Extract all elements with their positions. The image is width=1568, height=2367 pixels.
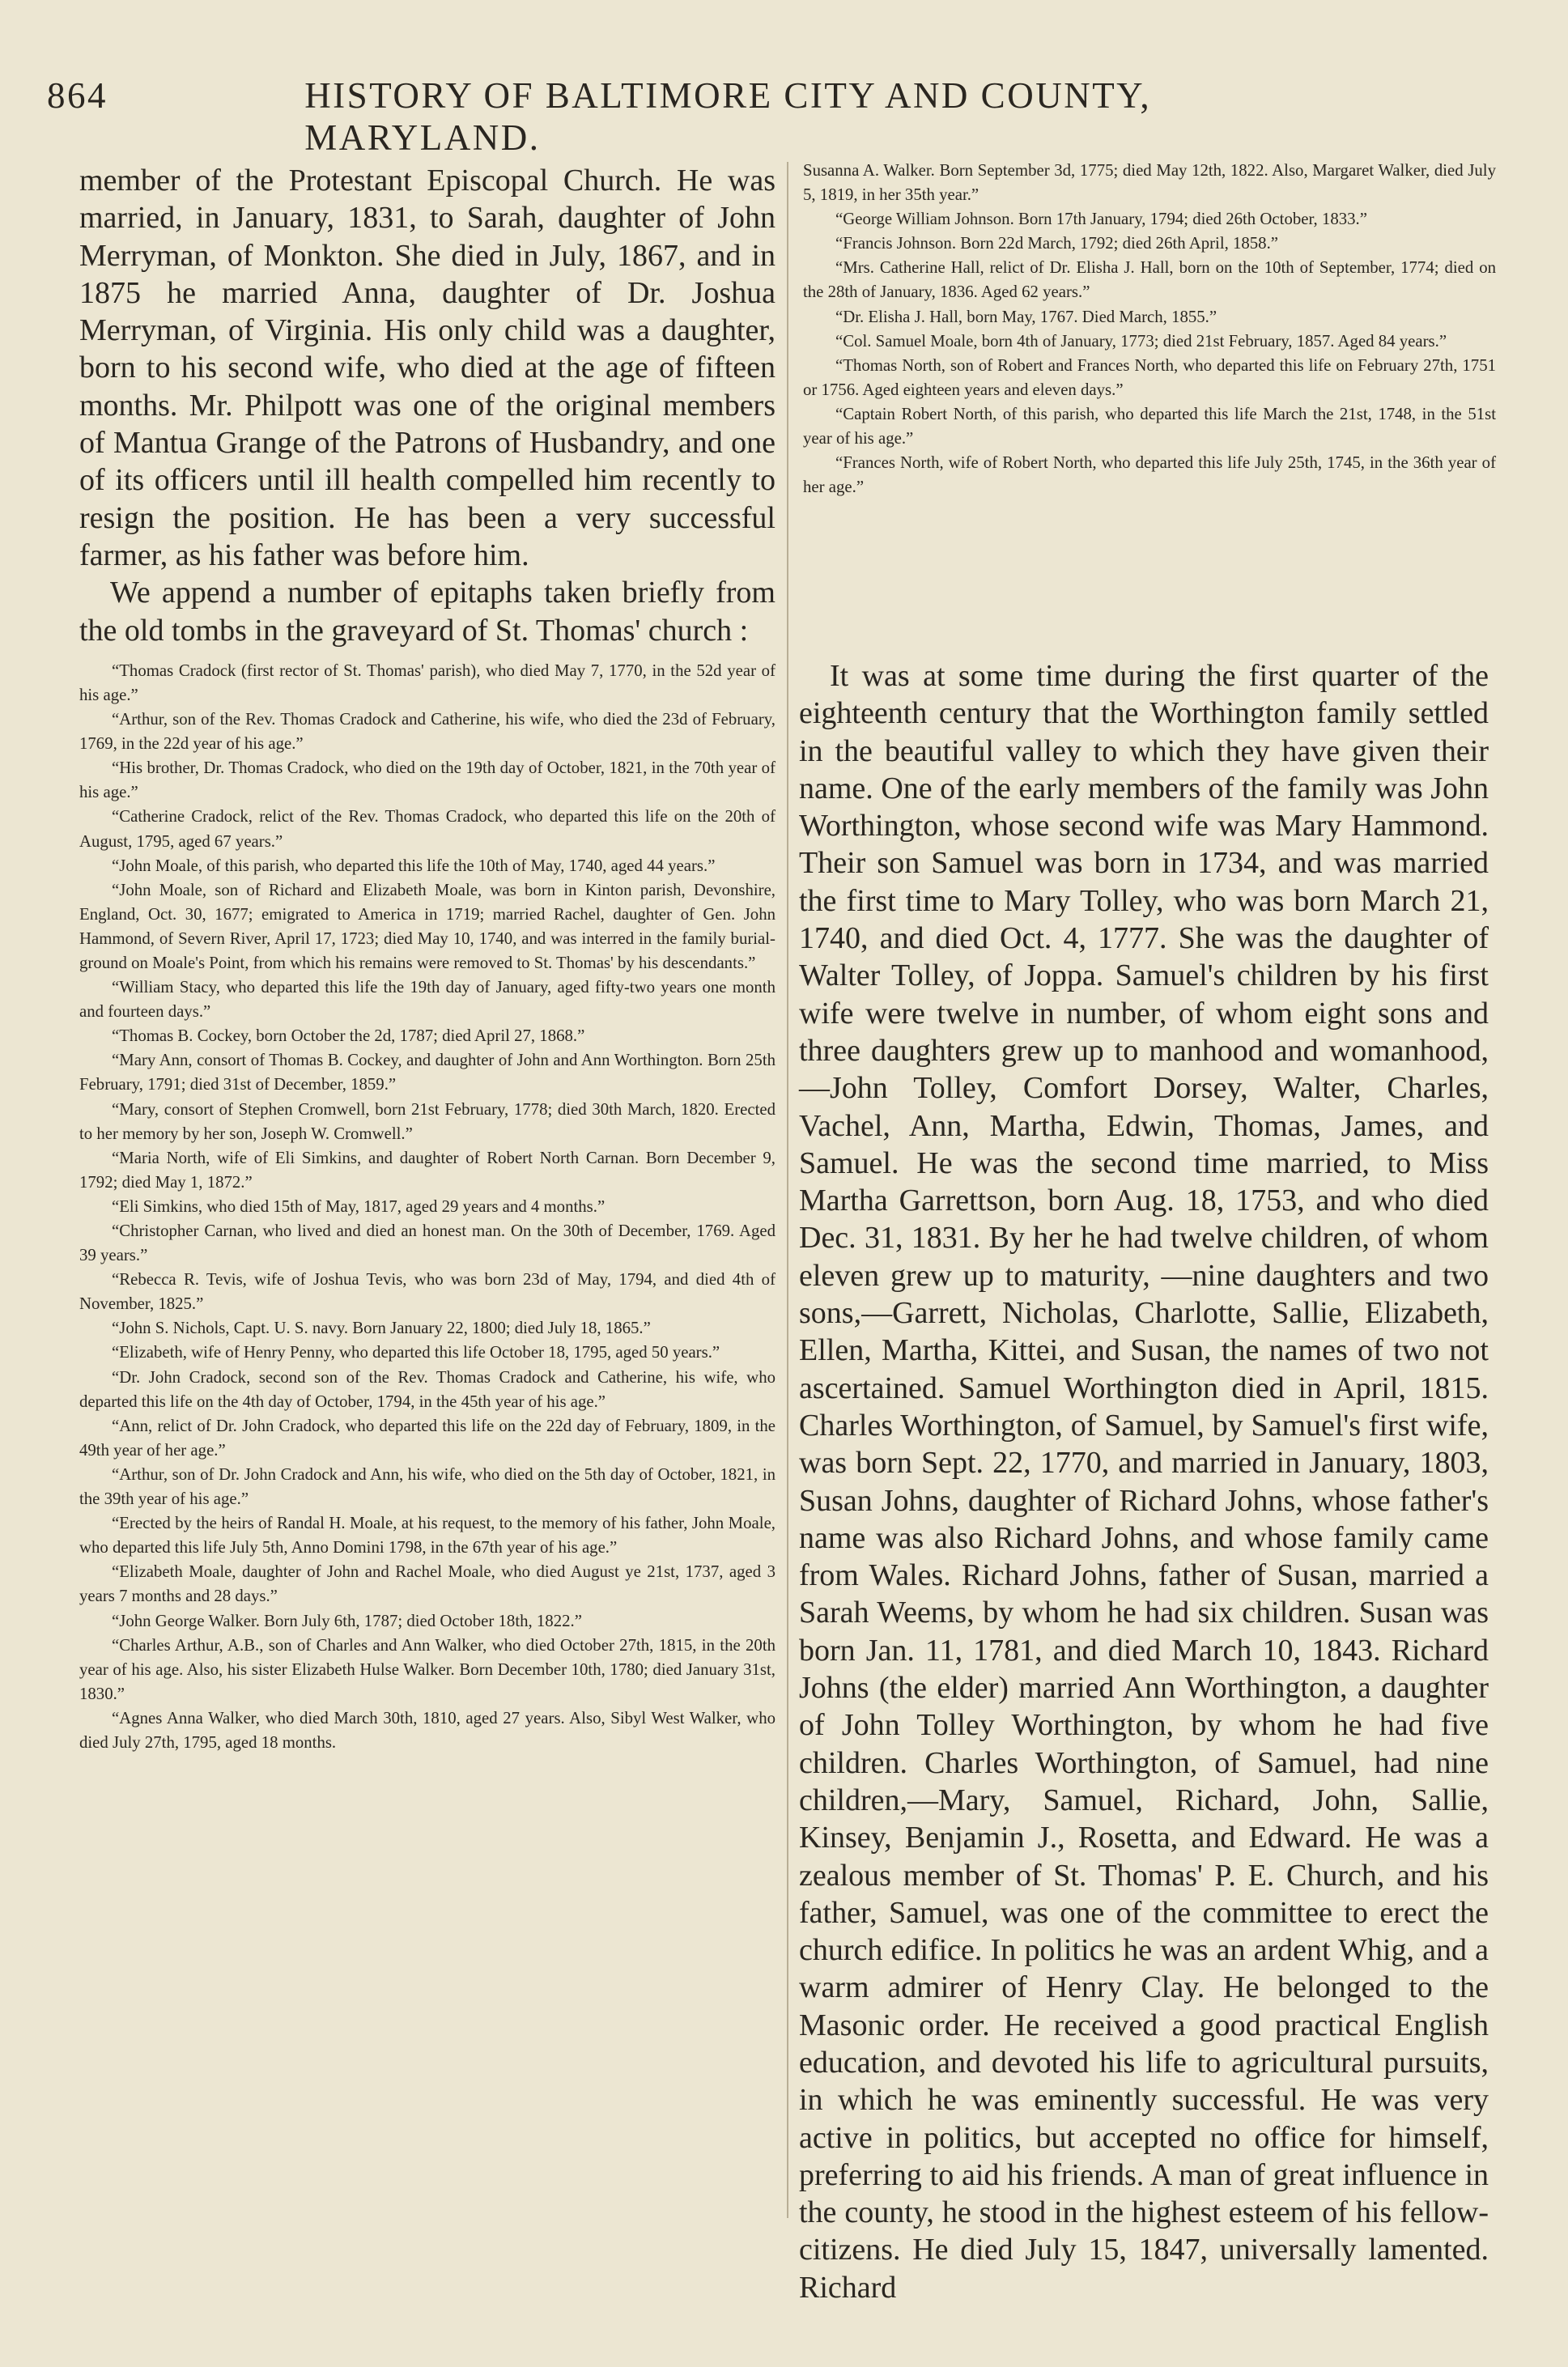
epitaph: “William Stacy, who departed this life the 19th day of January, aged fifty-two years one month and fourteen days.”	[79, 978, 776, 1022]
paragraph: It was at some time during the first quarter of the eighteenth century that the Worthington family settled in the beautiful valley to which they have given their name. One of the early members of the family was John Worthington, whose second wife was Mary Hammond. Their son Samuel was born in 1734, and was married the first time to Mary Tolley, who was born March 21, 1740, and died Oct. 4, 1777. She was the daughter of Walter Tolley, of Joppa. Samuel's children by his first wife were twelve in number, of whom eight sons and three daughters grew up to manhood and womanhood,—John Tolley, Comfort Dorsey, Walter, Charles, Vachel, Ann, Martha, Edwin, Thomas, James, and Samuel. He was the second time married, to Miss Martha Garrettson, born Aug. 18, 1753, and who died Dec. 31, 1831. By her he had twelve children, of whom eleven grew up to maturity, —nine daughters and two sons,—Garrett, Nicholas, Charlotte, Sallie, Elizabeth, Ellen, Martha, Kittei, and Susan, the names of two not ascertained. Samuel Worthington died in April, 1815. Charles Worthington, of Samuel, by Samuel's first wife, was born Sept. 22, 1770, and married in January, 1803, Susan Johns, daughter of Richard Johns, whose father's name was also Richard Johns, and whose family came from Wales. Richard Johns, father of Susan, married a Sarah Weems, by whom he had six children. Susan was born Jan. 11, 1781, and died March 10, 1843. Richard Johns (the elder) married Ann Worthington, a daughter of John Tolley Worthington, by whom he had five children. Charles Worthington, of Samuel, had nine children,—Mary, Samuel, Richard, John, Sallie, Kinsey, Benjamin J., Rosetta, and Edward. He was a zealous member of St. Thomas' P. E. Church, and his father, Samuel, was one of the committee to erect the church edifice. In politics he was an ardent Whig, and a warm admirer of Henry Clay. He belonged to the Masonic order. He received a good practical English education, and devoted his life to agricultural pursuits, in which he was eminently successful. He was very active in politics, but accepted no office for himself, preferring to aid his friends. A man of great influence in the county, he stood in the highest esteem of his fellow-citizens. He died July 15, 1847, universally lamented. Richard	[799, 659, 1489, 2305]
left-column	[79, 162, 776, 1755]
epitaph: “Mary, consort of Stephen Cromwell, born 21st February, 1778; died 30th March, 1820. Erected to her memory by her son, Joseph W. Cromwell.”	[79, 1099, 776, 1143]
epitaph: “His brother, Dr. Thomas Cradock, who died on the 19th day of October, 1821, in the 70th year of his age.”	[79, 759, 776, 802]
epitaph: “John S. Nichols, Capt. U. S. navy. Born January 22, 1800; died July 18, 1865.”	[112, 1319, 651, 1338]
paragraph: member of the Protestant Episcopal Church. He was married, in January, 1831, to Sarah, daughter of John Merryman, of Monkton. She died in July, 1867, and in 1875 he married Anna, daughter of Dr. Joshua Merryman, of Virginia. His only child was a daughter, born to his second wife, who died at the age of fifteen months. Mr. Philpott was one of the original members of Mantua Grange of the Patrons of Husbandry, and one of its officers until ill health compelled him recently to resign the position. He has been a very successful farmer, as his father was before him.	[79, 164, 776, 572]
epitaph: “Thomas North, son of Robert and Frances North, who departed this life on February 27th, 1751 or 1756. Aged eighteen years and eleven days.”	[803, 355, 1496, 399]
epitaph: “Mary Ann, consort of Thomas B. Cockey, and daughter of John and Ann Worthington. Born 25th February, 1791; died 31st of December, 1859.”	[79, 1051, 776, 1094]
epitaph: “Rebecca R. Tevis, wife of Joshua Tevis, who was born 23d of May, 1794, and died 4th of November, 1825.”	[79, 1270, 776, 1314]
column-divider	[787, 162, 788, 2218]
epitaph: “George William Johnson. Born 17th January, 1794; died 26th October, 1833.”	[835, 210, 1367, 229]
page-number: 864	[47, 75, 108, 116]
epitaph: “John Moale, son of Richard and Elizabeth Moale, was born in Kinton parish, Devonshire, England, Oct. 30, 1677; emigrated to America in 1719; married Rachel, daughter of Gen. John Hammond, of Severn River, April 17, 1723; died May 10, 1740, and was interred in the family burial-ground on Moale's Point, from which his remains were removed to St. Thomas' by his descendants.”	[79, 880, 776, 972]
epitaph: “Thomas B. Cockey, born October the 2d, 1787; died April 27, 1868.”	[112, 1026, 585, 1046]
epitaph: “Maria North, wife of Eli Simkins, and daughter of Robert North Carnan. Born December 9, 1792; died May 1, 1872.”	[79, 1148, 776, 1192]
epitaph: “Arthur, son of the Rev. Thomas Cradock and Catherine, his wife, who died the 23d of February, 1769, in the 22d year of his age.”	[79, 710, 776, 754]
intro-text	[79, 162, 776, 649]
epitaph: “Christopher Carnan, who lived and died an honest man. On the 30th of December, 1769. Aged 39 years.”	[79, 1222, 776, 1265]
epitaph: Susanna A. Walker. Born September 3d, 1775; died May 12th, 1822. Also, Margaret Walker, died July 5, 1819, in her 35th year.”	[803, 161, 1496, 205]
epitaph: “Mrs. Catherine Hall, relict of Dr. Elisha J. Hall, born on the 10th of September, 1774; died on the 28th of January, 1836. Aged 62 years.”	[803, 258, 1496, 302]
epitaph: “Dr. Elisha J. Hall, born May, 1767. Died March, 1855.”	[835, 307, 1217, 326]
epitaph: “John Moale, of this parish, who departed this life the 10th of May, 1740, aged 44 years.”	[112, 856, 716, 875]
epitaph: “Captain Robert North, of this parish, who departed this life March the 21st, 1748, in the 51st year of his age.”	[803, 404, 1496, 448]
epitaph: “Charles Arthur, A.B., son of Charles and Ann Walker, who died October 27th, 1815, in the 20th year of his age. Also, his sister Elizabeth Hulse Walker. Born December 10th, 1780; died January 31st, 1830.”	[79, 1635, 776, 1703]
page-header	[47, 74, 1318, 159]
epitaph: “Elizabeth, wife of Henry Penny, who departed this life October 18, 1795, aged 50 years.”	[112, 1343, 720, 1362]
epitaph: “Eli Simkins, who died 15th of May, 1817, aged 29 years and 4 months.”	[112, 1196, 606, 1216]
running-title: HISTORY OF BALTIMORE CITY AND COUNTY, MARYLAND.	[304, 75, 1152, 158]
epitaph: “Agnes Anna Walker, who died March 30th, 1810, aged 27 years. Also, Sibyl West Walker, who died July 27th, 1795, aged 18 months.	[79, 1708, 776, 1752]
epitaph: “Col. Samuel Moale, born 4th of January, 1773; died 21st February, 1857. Aged 84 years.”	[835, 331, 1447, 351]
epitaph: “Thomas Cradock (first rector of St. Thomas' parish), who died May 7, 1770, in the 52d year of his age.”	[79, 661, 776, 704]
epitaph: “Dr. John Cradock, second son of the Rev. Thomas Cradock and Catherine, his wife, who departed this life on the 4th day of October, 1794, in the 45th year of his age.”	[79, 1367, 776, 1411]
paragraph: We append a number of epitaphs taken briefly from the old tombs in the graveyard of St. Thomas' church :	[79, 576, 776, 648]
epitaph: “Francis Johnson. Born 22d March, 1792; died 26th April, 1858.”	[835, 234, 1279, 253]
epitaph: “Catherine Cradock, relict of the Rev. Thomas Cradock, who departed this life on the 20th of August, 1795, aged 67 years.”	[79, 807, 776, 851]
epitaph: “Erected by the heirs of Randal H. Moale, at his request, to the memory of his father, John Moale, who departed this life July 5th, Anno Domini 1798, in the 67th year of his age.”	[79, 1514, 776, 1557]
epitaph: “Elizabeth Moale, daughter of John and Rachel Moale, who died August ye 21st, 1737, aged 3 years 7 months and 28 days.”	[79, 1562, 776, 1606]
epitaph-list-continued	[803, 159, 1496, 499]
worthington-family-text	[799, 657, 1489, 2306]
epitaph: “Arthur, son of Dr. John Cradock and Ann, his wife, who died on the 5th day of October, 1821, in the 39th year of his age.”	[79, 1464, 776, 1509]
epitaph-list	[79, 659, 776, 1755]
epitaph: “Frances North, wife of Robert North, who departed this life July 25th, 1745, in the 36th year of her age.”	[803, 453, 1496, 497]
epitaph: “John George Walker. Born July 6th, 1787; died October 18th, 1822.”	[112, 1611, 582, 1630]
epitaph: “Ann, relict of Dr. John Cradock, who departed this life on the 22d day of February, 1809, in the 49th year of her age.”	[79, 1416, 776, 1460]
